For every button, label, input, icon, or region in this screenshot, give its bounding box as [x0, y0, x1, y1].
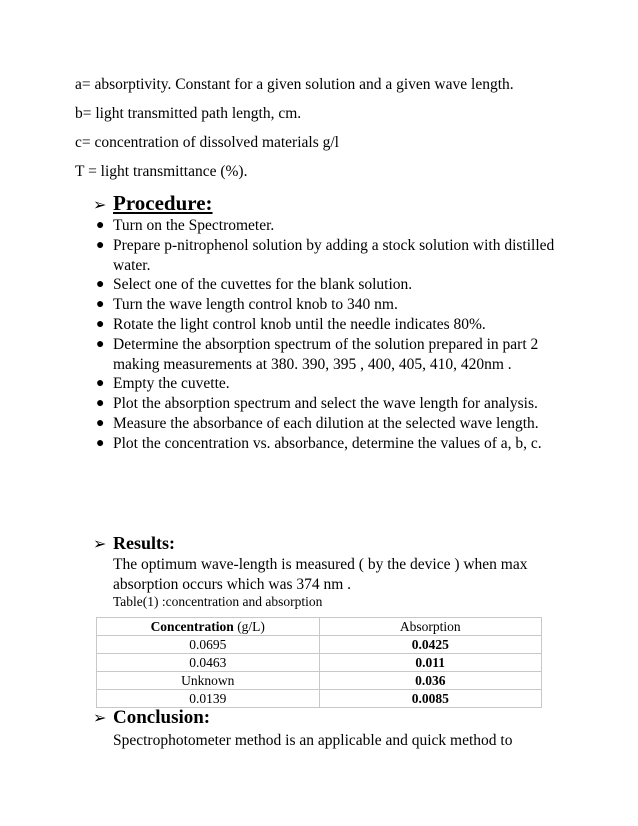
table-row	[97, 690, 542, 708]
list-item	[0, 335, 563, 375]
arrow-bullet-icon: ➢	[93, 195, 107, 214]
bullet-icon: ●	[96, 237, 105, 253]
definition-a: a= absorptivity. Constant for a given solution and a given wave length.	[75, 76, 514, 93]
list-item	[0, 315, 563, 335]
results-heading	[93, 533, 175, 554]
absorption-cell: 0.011	[319, 654, 542, 672]
conclusion-heading	[93, 707, 210, 729]
bullet-icon: ●	[96, 218, 105, 233]
table-header-row	[97, 618, 542, 636]
step-text: Plot the absorption spectrum and select the wave length for analysis.	[113, 395, 538, 413]
absorption-cell: 0.0085	[319, 690, 542, 708]
bullet-icon: ●	[96, 297, 105, 313]
list-item	[0, 434, 563, 454]
procedure-heading	[93, 191, 213, 216]
step-text: Empty the cuvette.	[113, 375, 230, 393]
concentration-cell: 0.0695	[97, 636, 320, 654]
results-title: Results:	[113, 533, 175, 553]
list-item	[0, 374, 563, 394]
step-text: Turn on the Spectrometer.	[113, 217, 275, 234]
bullet-icon: ●	[96, 277, 105, 293]
step-text: Measure the absorbance of each dilution at the selected wave length.	[113, 414, 539, 432]
concentration-absorption-table	[96, 617, 542, 708]
list-item	[0, 216, 563, 236]
definition-t: T = light transmittance (%).	[75, 163, 248, 180]
absorption-header: Absorption	[319, 618, 542, 636]
list-item	[0, 414, 563, 434]
table-caption: Table(1) :concentration and absorption	[113, 594, 323, 609]
table-row	[97, 636, 542, 654]
table-row	[97, 672, 542, 690]
definition-c: c= concentration of dissolved materials g/l	[75, 134, 339, 151]
step-text: Turn the wave length control knob to 340 nm.	[113, 296, 398, 314]
absorption-cell: 0.0425	[319, 636, 542, 654]
step-text: Select one of the cuvettes for the blank solution.	[113, 276, 413, 294]
bullet-icon: ●	[96, 376, 105, 392]
bullet-icon: ●	[96, 316, 105, 332]
bullet-icon: ●	[96, 415, 105, 431]
definition-b: b= light transmitted path length, cm.	[75, 105, 302, 122]
step-text: Prepare p-nitrophenol solution by adding a stock solution with distilled water.	[113, 236, 555, 274]
procedure-title: Procedure:	[113, 191, 213, 215]
results-text: The optimum wave-length is measured ( by the device ) when max absorption occurs which was 374 nm .	[113, 556, 528, 593]
arrow-bullet-icon: ➢	[93, 708, 107, 727]
step-text: Rotate the light control knob until the needle indicates 80%.	[113, 315, 486, 333]
concentration-header: Concentration (g/L)	[97, 618, 320, 636]
table-row	[97, 654, 542, 672]
step-text: Plot the concentration vs. absorbance, determine the values of a, b, c.	[113, 434, 542, 452]
concentration-cell: 0.0463	[97, 654, 320, 672]
concentration-cell: Unknown	[97, 672, 320, 690]
conclusion-title: Conclusion:	[113, 707, 211, 728]
concentration-cell: 0.0139	[97, 690, 320, 708]
list-item	[0, 295, 563, 315]
procedure-steps-list	[0, 216, 638, 454]
absorption-cell: 0.036	[319, 672, 542, 690]
conclusion-text: Spectrophotometer method is an applicable and quick method to	[113, 732, 513, 749]
arrow-bullet-icon: ➢	[93, 534, 107, 553]
step-text: Determine the absorption spectrum of the solution prepared in part 2 making measurements at 380. 390, 395 , 400, 405, 410, 420nm .	[113, 335, 539, 373]
bullet-icon: ●	[96, 396, 105, 412]
list-item	[0, 236, 563, 276]
bullet-icon: ●	[96, 336, 105, 352]
bullet-icon: ●	[96, 435, 105, 451]
list-item	[0, 275, 563, 295]
list-item	[0, 394, 563, 414]
